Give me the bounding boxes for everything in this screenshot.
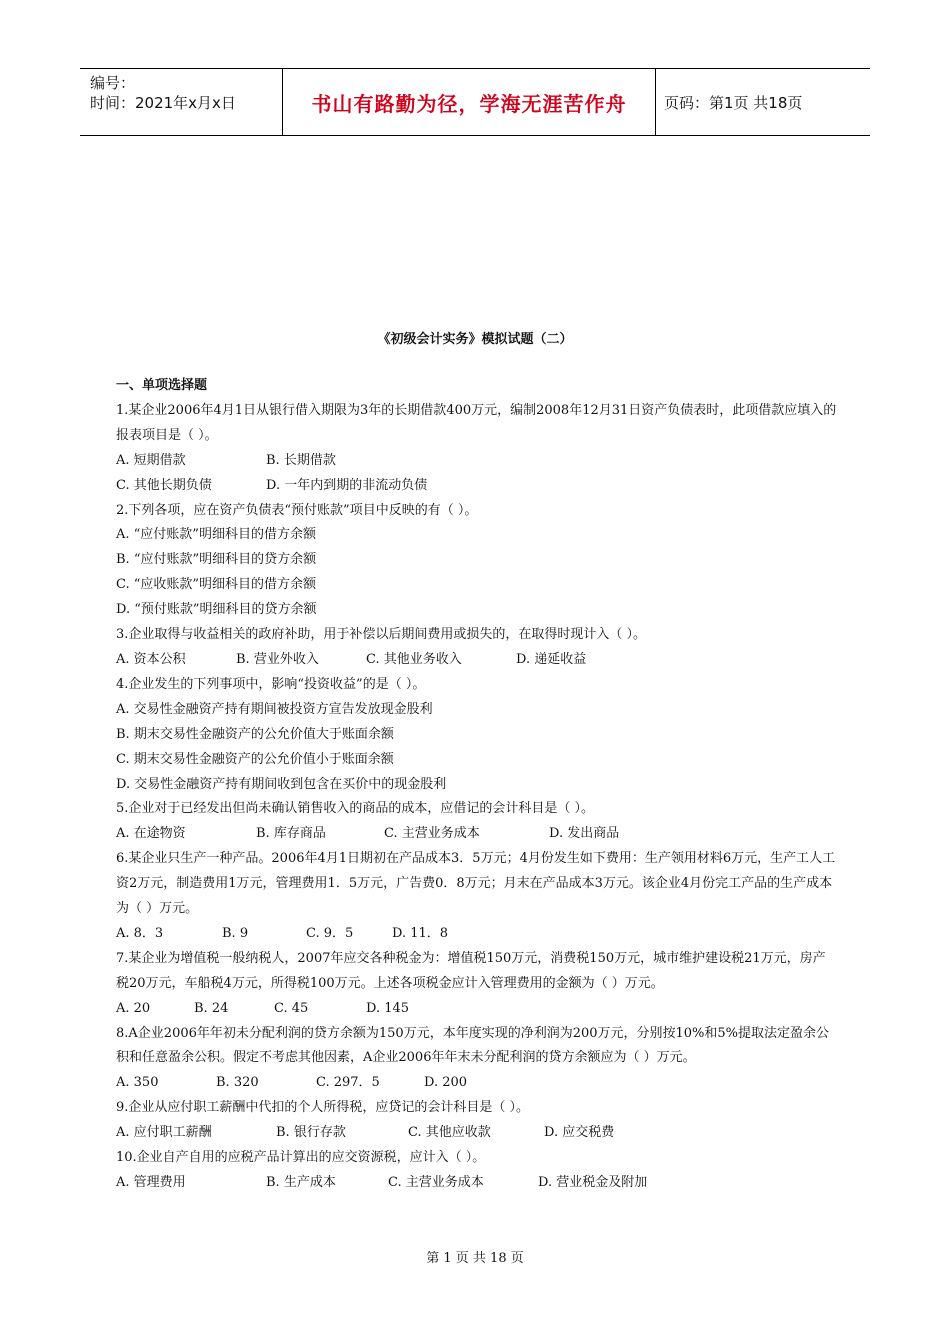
option-row <box>116 997 838 1022</box>
answer-option: C. 期末交易性金融资产的公允价值小于账面余额 <box>116 751 394 767</box>
answer-option: B. 银行存款 <box>276 1125 346 1141</box>
answer-option: D. 11．8 <box>392 925 449 941</box>
answer-option: B. 生产成本 <box>266 1175 336 1190</box>
answer-option: D. 200 <box>424 1075 468 1091</box>
question-6 <box>116 847 838 947</box>
question-5 <box>116 797 838 847</box>
answer-option: D. 应交税费 <box>544 1125 615 1141</box>
answer-option: C. 45 <box>274 1000 309 1016</box>
question-8 <box>116 1022 838 1097</box>
question-4 <box>116 673 838 798</box>
question-stem: 9.企业从应付职工薪酬中代扣的个人所得税，应贷记的会计科目是（ ）。 <box>116 1100 530 1116</box>
page-footer: 第 1 页 共 18 页 <box>426 1251 524 1266</box>
question-stem: 7.某企业为增值税一般纳税人，2007年应交各种税金为：增值税150万元，消费税150万元，城市维护建设税21万元，房产税20万元，车船税4万元，所得税100万元。上述各项税金应计入管理费用的金额为（ ）万元。 <box>116 950 826 991</box>
answer-option: C. 其他长期负债 <box>116 477 212 493</box>
answer-option: A. 在途物资 <box>116 826 186 842</box>
question-3 <box>116 623 838 673</box>
option-row <box>116 922 838 947</box>
answer-option: D. 发出商品 <box>549 826 620 842</box>
answer-option: D. “预付账款”明细科目的贷方余额 <box>116 602 317 618</box>
option-row <box>116 698 838 723</box>
answer-option: C. 9．5 <box>306 925 354 941</box>
option-row <box>116 1171 838 1196</box>
answer-option: B. 24 <box>194 1000 229 1016</box>
answer-option: B. 期末交易性金融资产的公允价值大于账面余额 <box>116 726 394 742</box>
answer-option: C. 主营业务成本 <box>388 1175 484 1190</box>
answer-option: A. 交易性金融资产持有期间被投资方宣告发放现金股利 <box>116 701 433 717</box>
answer-option: D. 递延收益 <box>516 651 587 667</box>
option-row <box>116 748 838 773</box>
page-header <box>80 68 870 136</box>
option-row <box>116 648 838 673</box>
answer-option: A. “应付账款”明细科目的借方余额 <box>116 527 316 543</box>
answer-option: B. 库存商品 <box>256 826 326 842</box>
document-number: 编号： <box>90 74 136 92</box>
answer-option: B. 营业外收入 <box>236 651 319 667</box>
answer-option: B. “应付账款”明细科目的贷方余额 <box>116 552 317 568</box>
question-10 <box>116 1146 838 1196</box>
answer-option: A. 350 <box>116 1075 159 1091</box>
answer-option: C. 其他应收款 <box>408 1125 491 1141</box>
question-stem: 8.A企业2006年年初未分配利润的贷方余额为150万元，本年度实现的净利润为200万元，分别按10%和5%提取法定盈余公积和任意盈余公积。假定不考虑其他因素，A企业2006年年末未分配利润的贷方余额应为（ ）万元。 <box>116 1025 830 1066</box>
document-time: 时间：2021年x月x日 <box>90 94 236 112</box>
option-row <box>116 723 838 748</box>
question-2 <box>116 499 838 624</box>
header-page-info: 页码：第1页 共18页 <box>664 93 803 112</box>
answer-option: A. 8．3 <box>116 925 164 941</box>
option-row <box>116 1071 838 1096</box>
question-stem: 3.企业取得与收益相关的政府补助，用于补偿以后期间费用或损失的，在取得时现计入（ ）。 <box>116 627 647 643</box>
answer-option: A. 应付职工薪酬 <box>116 1125 212 1141</box>
answer-option: D. 145 <box>366 1000 410 1016</box>
header-motto: 书山有路勤为径，学海无涯苦作舟 <box>282 69 656 135</box>
answer-option: C. 297．5 <box>316 1075 380 1091</box>
option-row <box>116 1121 838 1146</box>
option-row <box>116 573 838 598</box>
answer-option: D. 一年内到期的非流动负债 <box>266 477 428 493</box>
answer-option: C. 主营业务成本 <box>384 826 480 842</box>
option-row <box>116 474 838 499</box>
option-row <box>116 449 838 474</box>
answer-option: C. 其他业务收入 <box>366 651 462 667</box>
question-7 <box>116 947 838 1022</box>
option-row <box>116 548 838 573</box>
section-heading: 一、单项选择题 <box>116 378 208 393</box>
answer-option: D. 营业税金及附加 <box>538 1175 648 1190</box>
answer-option: B. 320 <box>216 1075 259 1091</box>
option-row <box>116 773 838 798</box>
option-row <box>116 523 838 548</box>
answer-option: B. 长期借款 <box>266 452 336 468</box>
question-stem: 1.某企业2006年4月1日从银行借入期限为3年的长期借款400万元，编制2008年12月31日资产负债表时，此项借款应填入的报表项目是（ ）。 <box>116 402 837 443</box>
question-9 <box>116 1096 838 1146</box>
answer-option: C. “应收账款”明细科目的借方余额 <box>116 577 317 593</box>
header-meta <box>80 69 282 135</box>
question-stem: 5.企业对于已经发出但尚未确认销售收入的商品的成本，应借记的会计科目是（ ）。 <box>116 801 595 817</box>
exam-content <box>116 374 838 1196</box>
question-stem: 2.下列各项，应在资产负债表“预付账款”项目中反映的有（ ）。 <box>116 502 478 518</box>
option-row <box>116 822 838 847</box>
question-1 <box>116 399 838 499</box>
answer-option: A. 短期借款 <box>116 452 186 468</box>
option-row <box>116 598 838 623</box>
question-stem: 6.某企业只生产一种产品。2006年4月1日期初在产品成本3．5万元；4月份发生如下费用：生产领用材料6万元，生产工人工资2万元，制造费用1万元，管理费用1．5万元，广告费0．8万元；月末在产品成本3万元。该企业4月份完工产品的生产成本为（ ）万元。 <box>116 851 836 917</box>
answer-option: A. 20 <box>116 1000 151 1016</box>
answer-option: B. 9 <box>222 925 249 941</box>
question-stem: 10.企业自产自用的应税产品计算出的应交资源税，应计入（ ）。 <box>116 1150 486 1166</box>
exam-title: 《初级会计实务》模拟试题（二） <box>377 332 573 347</box>
answer-option: A. 资本公积 <box>116 651 186 667</box>
question-stem: 4.企业发生的下列事项中，影响“投资收益”的是（ ）。 <box>116 676 426 692</box>
answer-option: D. 交易性金融资产持有期间收到包含在买价中的现金股利 <box>116 776 447 792</box>
answer-option: A. 管理费用 <box>116 1175 186 1190</box>
